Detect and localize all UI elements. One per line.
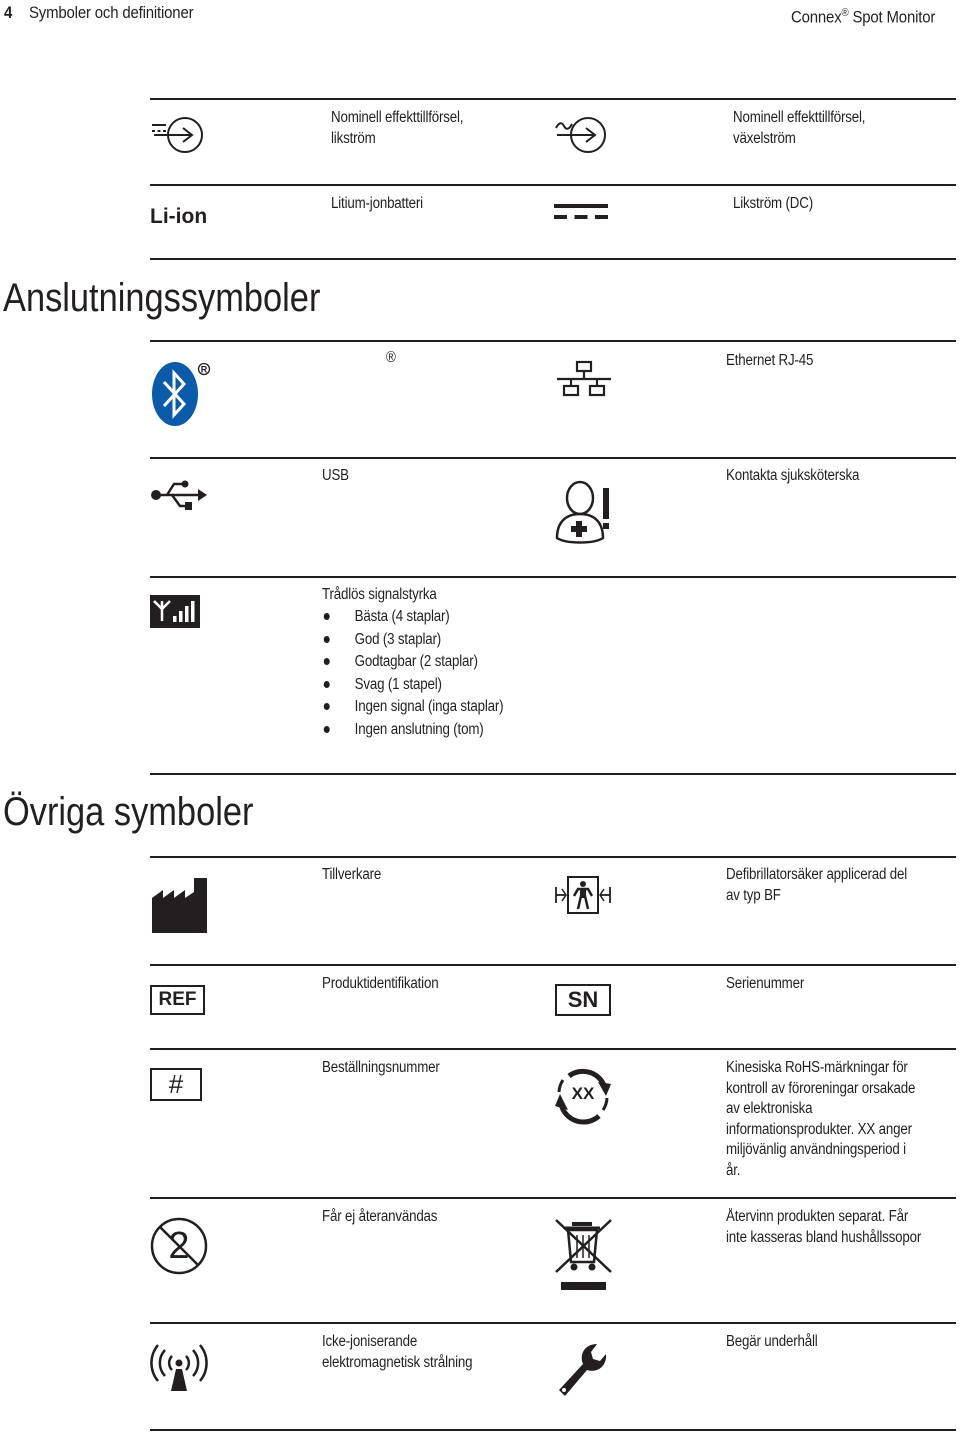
running-header-product: [791, 2, 935, 29]
china-rohs-icon-text: XX: [571, 1084, 595, 1103]
list-item: [322, 720, 503, 743]
li-ion-label: Litium-jonbatteri: [331, 195, 423, 212]
registered-mark: ®: [841, 7, 849, 19]
dc-input-icon: [150, 116, 206, 156]
wireless-signal-list: [322, 607, 503, 742]
list-item-text: Ingen signal (inga staplar): [354, 698, 504, 715]
dc-input-label: Nominell effekttillförsel, likström: [331, 109, 464, 147]
page-number: 4: [4, 3, 13, 22]
ac-input-icon: [553, 116, 609, 156]
service-label: Begär underhåll: [726, 1333, 818, 1350]
running-header-title: Symboler och definitioner: [29, 3, 194, 22]
svg-text:R: R: [200, 364, 208, 375]
section-heading-other: Övriga symboler: [3, 790, 254, 834]
ethernet-icon: [555, 360, 613, 398]
wrench-service-icon: [555, 1340, 607, 1396]
table-rule: [150, 98, 956, 100]
list-item: [322, 697, 503, 720]
table-rule: [150, 856, 956, 858]
table-rule: [150, 1429, 956, 1431]
ethernet-label: Ethernet RJ-45: [726, 352, 814, 369]
order-number-label: Beställningsnummer: [322, 1059, 440, 1076]
direct-current-icon: [553, 203, 609, 221]
wireless-signal-title: Trådlös signalstyrka: [322, 586, 437, 603]
table-rule: [150, 1322, 956, 1324]
ref-label: Produktidentifikation: [322, 975, 439, 992]
bluetooth-label: ®: [386, 349, 396, 366]
section-heading-connectivity: Anslutningssymboler: [3, 276, 321, 320]
list-item-text: Ingen anslutning (tom): [354, 720, 484, 738]
list-item: [322, 630, 503, 653]
serial-number-icon: SN: [555, 984, 611, 1016]
table-rule: [150, 340, 956, 342]
single-use-icon-text: 2: [168, 1225, 190, 1267]
china-rohs-label: Kinesiska RoHS-märkningar för kontroll av föroreningar orsakade av elektroniska informationsprodukter. XX anger miljövänlig användningsperiod i år.: [726, 1059, 916, 1179]
bullet: [324, 658, 330, 665]
non-ionizing-radiation-label: Icke-joniserande elektromagnetisk strålning: [322, 1333, 473, 1371]
list-item-text: Bästa (4 staplar): [354, 608, 450, 625]
list-item: [322, 675, 503, 698]
table-rule: [150, 457, 956, 459]
direct-current-label: Likström (DC): [733, 195, 813, 212]
list-item-text: Svag (1 stapel): [354, 675, 442, 693]
weee-recycle-label: Återvinn produkten separat. Får inte kasseras bland hushållssopor: [726, 1208, 922, 1246]
bullet: [324, 613, 330, 620]
li-ion-battery-icon: Li-ion: [150, 205, 208, 228]
bullet: [324, 703, 330, 710]
table-rule: [150, 1048, 956, 1050]
list-item: [322, 652, 503, 675]
table-rule: [150, 184, 956, 186]
call-nurse-label: Kontakta sjuksköterska: [726, 467, 860, 484]
table-rule: [150, 258, 956, 260]
table-rule: [150, 964, 956, 966]
ref-catalog-icon: REF: [150, 985, 205, 1015]
single-use-label: Får ej återanvändas: [322, 1208, 438, 1225]
defib-proof-bf-label: Defibrillatorsäker applicerad del av typ BF: [726, 866, 908, 904]
order-number-icon: #: [150, 1068, 202, 1101]
defib-proof-bf-icon: [554, 874, 612, 916]
call-nurse-icon: [554, 478, 614, 548]
weee-recycle-icon: [554, 1218, 614, 1294]
list-item-text: Godtagbar (2 staplar): [354, 653, 478, 670]
table-rule: [150, 576, 956, 578]
product-name: Connex: [791, 7, 842, 27]
manufacturer-label: Tillverkare: [322, 866, 382, 883]
usb-label: USB: [322, 467, 349, 484]
ac-input-label: Nominell effekttillförsel, växelström: [733, 109, 866, 147]
product-suffix: Spot Monitor: [852, 7, 936, 27]
wireless-signal-icon: [150, 595, 200, 628]
manufacturer-icon: [150, 876, 208, 934]
list-item: [322, 607, 503, 630]
bullet: [324, 636, 330, 643]
serial-number-label: Serienummer: [726, 975, 805, 992]
table-rule: [150, 773, 956, 775]
usb-icon: [150, 478, 208, 514]
table-rule: [150, 1197, 956, 1199]
non-ionizing-radiation-icon: [150, 1343, 210, 1397]
bullet: [324, 726, 330, 733]
bullet: [324, 681, 330, 688]
list-item-text: God (3 staplar): [354, 630, 442, 648]
bluetooth-icon: [150, 360, 212, 428]
